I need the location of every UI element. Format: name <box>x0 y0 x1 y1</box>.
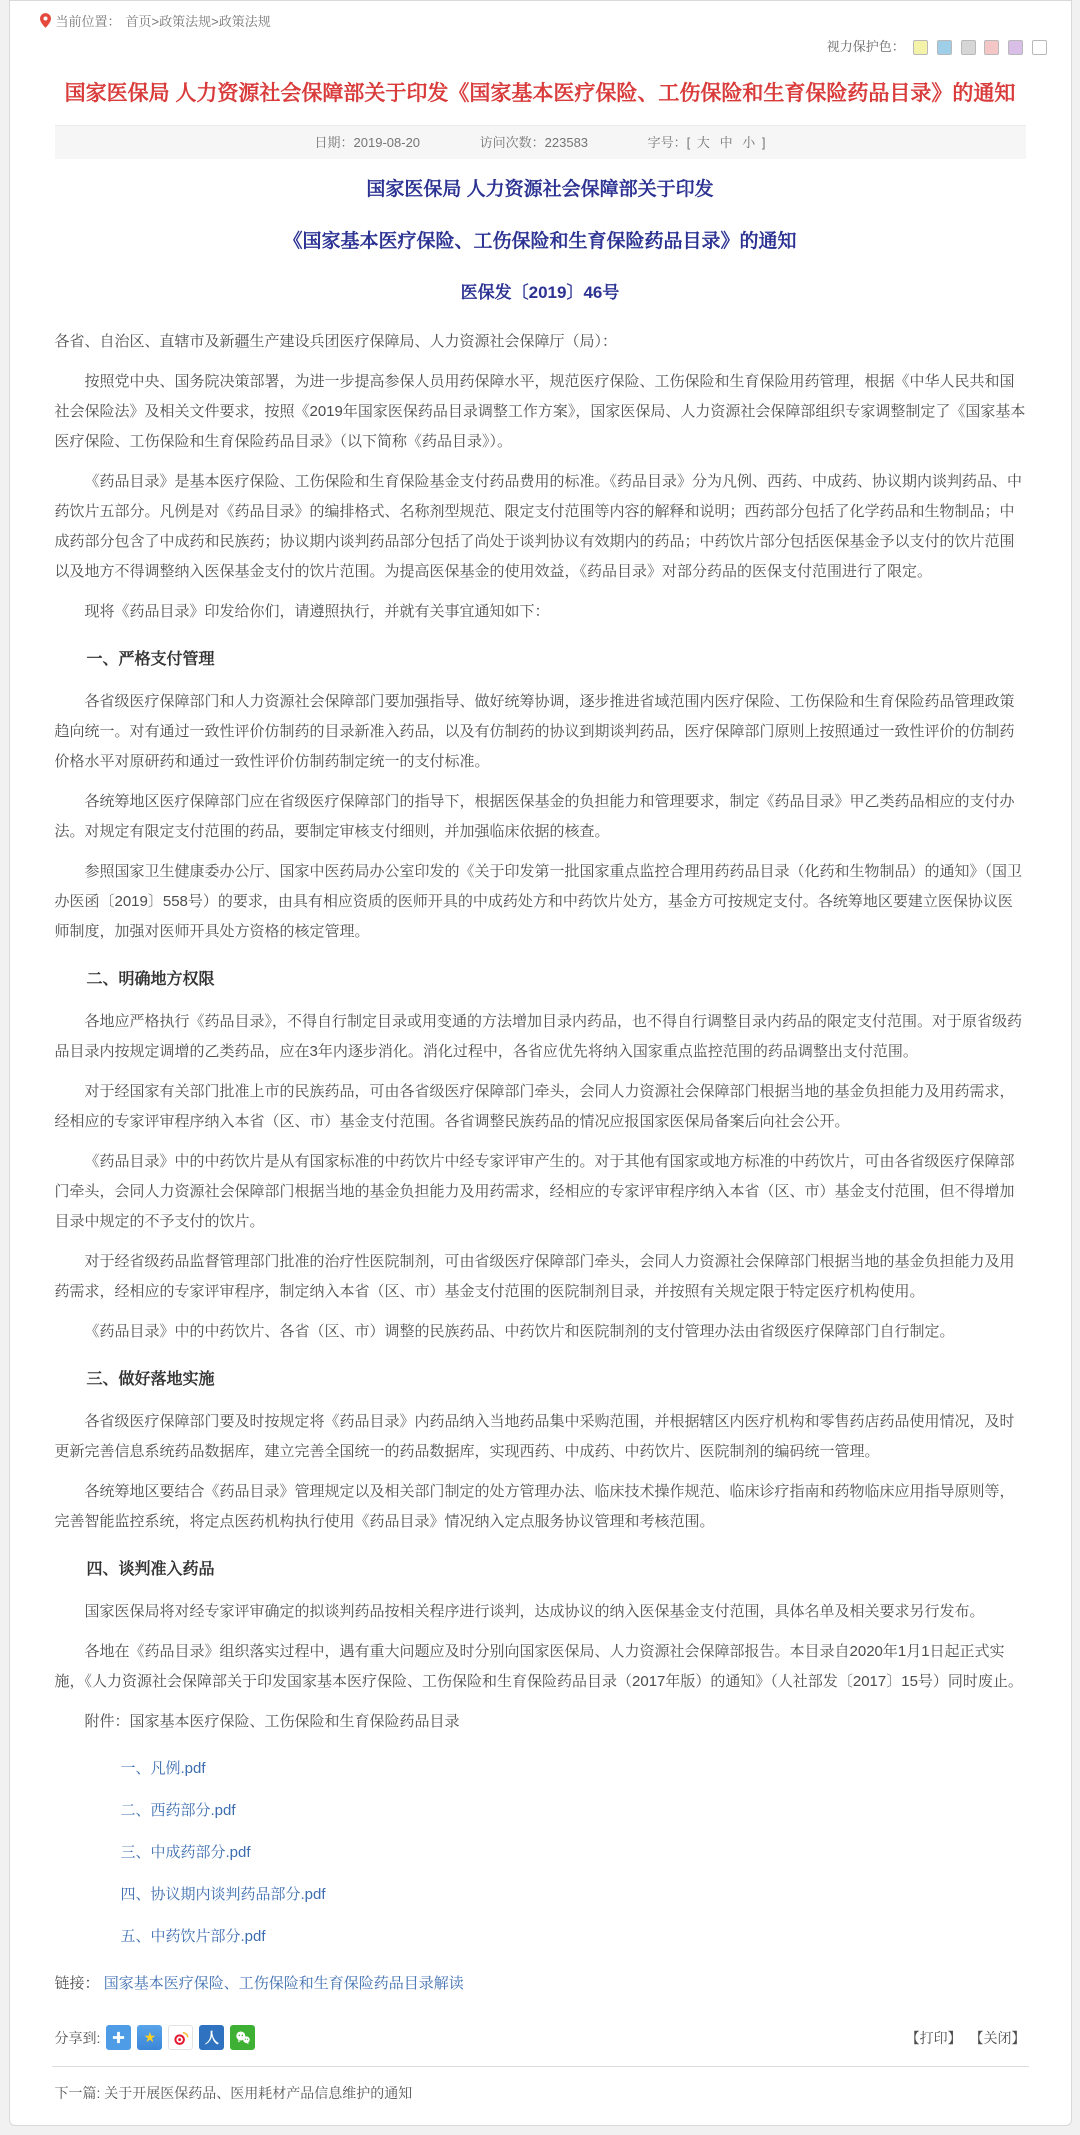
attachment-xiyao-pdf[interactable]: 二、西药部分.pdf <box>120 1802 236 1820</box>
paragraph: 《药品目录》中的中药饮片是从有国家标准的中药饮片中经专家评审产生的。对于其他有国家或地方标准的中药饮片，可由各省级医疗保障部门牵头，会同人力资源社会保障部门根据当地的基金负担能力及用药需求，经相应的专家评审程序纳入本省（区、市）基金支付范围，但不得增加目录中规定的不予支付的饮片。 <box>54 1153 1015 1231</box>
wechat-icon[interactable] <box>230 2025 255 2050</box>
share-label: 分享到: <box>54 2029 101 2046</box>
section-heading-3: 三、做好落地实施 <box>86 1371 215 1389</box>
prev-article-row <box>55 2083 1026 2103</box>
breadcrumb-path[interactable]: 首页>政策法规>政策法规 <box>125 14 271 29</box>
location-pin-icon <box>40 13 51 28</box>
related-link-label: 链接： <box>54 1975 100 1993</box>
paragraph: 按照党中央、国务院决策部署，为进一步提高参保人员用药保障水平，规范医疗保险、工伤保险和生育保险用药管理，根据《中华人民共和国社会保险法》及相关文件要求，按照《2019年国家医保药品目录调整工作方案》，国家医保局、人力资源社会保障部组织专家调整制定了《国家基本医疗保险、工伤保险和生育保险药品目录》（以下简称《药品目录》）。 <box>54 373 1026 451</box>
paragraph: 各统筹地区医疗保障部门应在省级医疗保障部门的指导下，根据医保基金的负担能力和管理要求，制定《药品目录》甲乙类药品相应的支付办法。对规定有限定支付范围的药品，要制定审核支付细则，并加强临床依据的核查。 <box>54 793 1015 841</box>
attachment-fanli-pdf[interactable]: 一、凡例.pdf <box>120 1760 206 1778</box>
meta-visits: 访问次数：223583 <box>479 135 589 151</box>
salutation: 各省、自治区、直辖市及新疆生产建设兵团医疗保障局、人力资源社会保障厅（局）： <box>54 333 618 351</box>
paragraph: 对于经国家有关部门批准上市的民族药品，可由各省级医疗保障部门牵头，会同人力资源社会保障部门根据当地的基金负担能力及用药需求，经相应的专家评审程序纳入本省（区、市）基金支付范围。各省调整民族药品的情况应报国家医保局备案后向社会公开。 <box>54 1083 1015 1131</box>
share-row <box>55 2025 1026 2050</box>
attachment-intro: 附件：国家基本医疗保险、工伤保险和生育保险药品目录 <box>84 1713 460 1731</box>
page-actions <box>902 2028 1026 2048</box>
page-title: 国家医保局 人力资源社会保障部关于印发《国家基本医疗保险、工伤保险和生育保险药品目录》的通知 <box>64 82 1016 106</box>
meta-bar <box>55 125 1026 159</box>
document-head <box>10 177 1071 305</box>
font-size-medium[interactable]: 中 <box>719 135 733 151</box>
eye-color-swatch-yellow[interactable] <box>913 40 928 55</box>
eye-color-swatch-blue[interactable] <box>937 40 952 55</box>
paragraph: 《药品目录》中的中药饮片、各省（区、市）调整的民族药品、中药饮片和医院制剂的支付管理办法由省级医疗保障部门自行制定。 <box>84 1323 955 1341</box>
attachment-tanpan-pdf[interactable]: 四、协议期内谈判药品部分.pdf <box>120 1886 326 1904</box>
paragraph: 《药品目录》是基本医疗保险、工伤保险和生育保险基金支付药品费用的标准。《药品目录》分为凡例、西药、中成药、协议期内谈判药品、中药饮片五部分。凡例是对《药品目录》的编排格式、名称剂型规范、限定支付范围等内容的解释和说明；西药部分包括了化学药品和生物制品；中成药部分包含了中成药和民族药；协议期内谈判药品部分包括了尚处于谈判协议有效期内的药品；中药饮片部分包括医保基金予以支付的饮片范围以及地方不得调整纳入医保基金支付的饮片范围。为提高医保基金的使用效益，《药品目录》对部分药品的医保支付范围进行了限定。 <box>54 473 1023 581</box>
font-size-label: 字号：[ <box>647 135 691 151</box>
paragraph: 各统筹地区要结合《药品目录》管理规定以及相关部门制定的处方管理办法、临床技术操作规范、临床诊疗指南和药物临床应用指导原则等，完善智能监控系统，将定点医药机构执行使用《药品目录》情况纳入定点服务协议管理和考核范围。 <box>54 1483 1015 1531</box>
share-plus-icon[interactable] <box>106 2025 131 2050</box>
paragraph: 现将《药品目录》印发给你们，请遵照执行，并就有关事宜通知如下： <box>84 603 550 621</box>
font-size-control <box>648 135 766 150</box>
eye-color-swatch-white[interactable] <box>1032 40 1047 55</box>
section-heading-4: 四、谈判准入药品 <box>86 1561 215 1579</box>
top-bar <box>10 1 1071 55</box>
print-button[interactable]: 【打印】 <box>905 2029 962 2046</box>
font-size-small[interactable]: 小 <box>742 135 756 151</box>
doc-title-line1: 国家医保局 人力资源社会保障部关于印发 <box>366 179 714 201</box>
doc-title-line2: 《国家基本医疗保险、工伤保险和生育保险药品目录》的通知 <box>283 231 797 253</box>
qzone-icon[interactable]: ★ <box>137 2025 162 2050</box>
breadcrumb <box>40 11 1053 30</box>
paragraph: 各地在《药品目录》组织落实过程中，遇有重大问题应及时分别向国家医保局、人力资源社会保障部报告。本目录自2020年1月1日起正式实施，《人力资源社会保障部关于印发国家基本医疗保险、工伤保险和生育保险药品目录（2017年版）的通知》（人社部发〔2017〕15号）同时废止。 <box>54 1643 1023 1691</box>
section-heading-1: 一、严格支付管理 <box>86 651 215 669</box>
attachment-zhongchengyao-pdf[interactable]: 三、中成药部分.pdf <box>120 1844 251 1862</box>
weibo-icon[interactable] <box>168 2025 193 2050</box>
paragraph: 对于经省级药品监督管理部门批准的治疗性医院制剂，可由省级医疗保障部门牵头，会同人力资源社会保障部门根据当地的基金负担能力及用药需求，经相应的专家评审程序，制定纳入本省（区、市）基金支付范围的医院制剂目录，并按照有关规定限于特定医疗机构使用。 <box>54 1253 1015 1301</box>
prev-article-link[interactable]: 关于开展医保药品、医用耗材产品信息维护的通知 <box>104 2085 413 2102</box>
eye-color-swatch-purple[interactable] <box>1008 40 1023 55</box>
paragraph: 国家医保局将对经专家评审确定的拟谈判药品按相关程序进行谈判，达成协议的纳入医保基金支付范围，具体名单及相关要求另行发布。 <box>84 1603 985 1621</box>
font-size-label-end: ] <box>761 135 766 151</box>
section-heading-2: 二、明确地方权限 <box>86 971 215 989</box>
font-size-large[interactable]: 大 <box>696 135 710 151</box>
paragraph: 参照国家卫生健康委办公厅、国家中医药局办公室印发的《关于印发第一批国家重点监控合理用药药品目录（化药和生物制品）的通知》（国卫办医函〔2019〕558号）的要求，由具有相应资质的医师开具的中成药处方和中药饮片处方，基金方可按规定支付。各统筹地区要建立医保协议医师制度，加强对医师开具处方资格的核定管理。 <box>54 863 1023 941</box>
attachment-list <box>55 1759 1026 1947</box>
related-link-row <box>55 1969 1026 1999</box>
close-button[interactable]: 【关闭】 <box>969 2029 1026 2046</box>
paragraph: 各省级医疗保障部门要及时按规定将《药品目录》内药品纳入当地药品集中采购范围，并根据辖区内医疗机构和零售药店药品使用情况，及时更新完善信息系统药品数据库，建立完善全国统一的药品数据库，实现西药、中成药、中药饮片、医院制剂的编码统一管理。 <box>54 1413 1015 1461</box>
eye-protection-label: 视力保护色： <box>826 39 905 54</box>
document-body <box>10 305 1071 1999</box>
meta-date: 日期：2019-08-20 <box>314 135 421 151</box>
footer-divider <box>52 2066 1029 2067</box>
doc-number: 医保发〔2019〕46号 <box>460 283 620 303</box>
article-page <box>9 0 1072 2126</box>
paragraph: 各地应严格执行《药品目录》，不得自行制定目录或用变通的方法增加目录内药品，也不得自行调整目录内药品的限定支付范围。对于原省级药品目录内按规定调增的乙类药品，应在3年内逐步消化。消化过程中，各省应优先将纳入国家重点监控范围的药品调整出支付范围。 <box>54 1013 1023 1061</box>
share-buttons <box>55 2025 256 2050</box>
eye-protection-row <box>40 36 1053 55</box>
eye-color-swatch-pink[interactable] <box>984 40 999 55</box>
eye-color-swatch-gray[interactable] <box>961 40 976 55</box>
breadcrumb-label: 当前位置： <box>55 14 121 29</box>
paragraph: 各省级医疗保障部门和人力资源社会保障部门要加强指导、做好统筹协调，逐步推进省域范围内医疗保险、工伤保险和生育保险药品管理政策趋向统一。对有通过一致性评价仿制药的目录新准入药品，以及有仿制药的协议到期谈判药品，医疗保障部门原则上按照通过一致性评价的仿制药价格水平对原研药和通过一致性评价仿制药制定统一的支付标准。 <box>54 693 1015 771</box>
attachment-zhongyaoyinpian-pdf[interactable]: 五、中药饮片部分.pdf <box>120 1928 266 1946</box>
prev-article-label: 下一篇: <box>54 2085 101 2102</box>
interpretation-link[interactable]: 国家基本医疗保险、工伤保险和生育保险药品目录解读 <box>103 1975 464 1993</box>
renren-icon[interactable]: 人 <box>199 2025 224 2050</box>
